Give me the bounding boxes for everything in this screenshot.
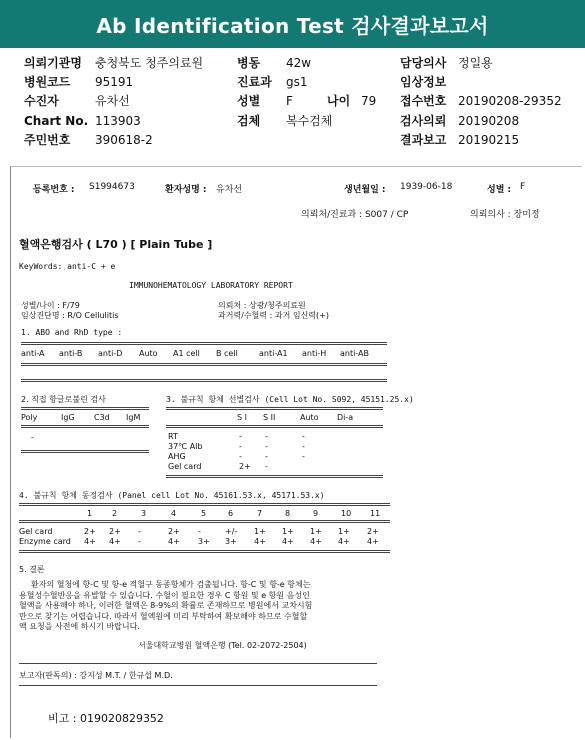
result-date-value: 20190215 <box>458 133 520 147</box>
result-date-label: 결과보고 <box>400 133 447 147</box>
panel-cell-number: 6 <box>228 509 234 518</box>
panel-cell-number: 5 <box>201 509 207 518</box>
screen-row-label: RT <box>168 432 178 441</box>
order-info <box>0 0 585 160</box>
age-value: 79 <box>361 94 377 108</box>
recipient-label: 수진자 <box>24 94 59 108</box>
panel-cell-number: 2 <box>112 509 118 518</box>
screen-col-header: Auto <box>300 413 319 422</box>
panel-value: 4+ <box>282 537 294 546</box>
panel-value: 4+ <box>367 537 379 546</box>
abo-col-header: anti-B <box>59 349 83 358</box>
ward-label: 병동 <box>237 56 261 70</box>
received-value: 20190208-29352 <box>458 94 562 108</box>
panel-value: - <box>138 527 141 536</box>
chart-label: Chart No. <box>24 114 89 128</box>
divider <box>21 450 149 453</box>
screen-col-header: S II <box>263 413 276 422</box>
age-label: 나이 <box>327 94 351 108</box>
panel-value: 4+ <box>310 537 322 546</box>
bloodbank-contact: 서울대학교병원 혈액은행 (Tel. 02-2072-2504) <box>138 641 307 650</box>
remark: 비고 : 019020829352 <box>48 712 164 725</box>
divider <box>21 379 387 382</box>
request-date-value: 20190208 <box>458 114 520 128</box>
section-4-title: 4. 불규칙 항체 동정검사 (Panel cell Lot No. 45161.53.x, 45171.53.x) <box>19 491 325 500</box>
screen-row-label: AHG <box>168 452 186 461</box>
panel-row-label: Gel card <box>19 527 53 536</box>
dept-line: 의뢰처/진료과 : S007 / CP <box>301 210 409 220</box>
specimen-value: 복수검체 <box>286 114 333 128</box>
dat-col-header: IgG <box>61 413 75 422</box>
panel-cell-number: 4 <box>171 509 177 518</box>
recipient-value: 유차선 <box>95 94 130 108</box>
divider <box>19 663 377 664</box>
rrn-label: 주민번호 <box>24 133 71 147</box>
hospital-value: 충청북도 청주의료원 <box>95 56 204 70</box>
panel-row-label: Enzyme card <box>19 537 71 546</box>
patient-label: 환자성명 : <box>165 185 207 195</box>
divider <box>21 407 149 410</box>
clinical-label: 임상정보 <box>400 75 447 89</box>
dept-label: 진료과 <box>237 75 272 89</box>
test-title: 혈액은행검사 ( L70 ) [ Plain Tube ] <box>19 238 213 251</box>
sex-age: 성별/나이 : F/79 <box>21 301 80 310</box>
reporter: 보고자(판독의) : 강지성 M.T. / 한규섭 M.D. <box>19 671 173 680</box>
ward-value: 42w <box>286 56 312 70</box>
abo-col-header: anti-D <box>98 349 123 358</box>
screen-value: - <box>302 452 305 461</box>
reg-value: S1994673 <box>89 182 135 192</box>
panel-cell-number: 7 <box>257 509 263 518</box>
abo-col-header: anti-A1 <box>259 349 288 358</box>
section-1-title: 1. ABO and RhD type : <box>21 328 123 337</box>
patient-value: 유차선 <box>216 185 243 195</box>
conclusion-line: 환자의 혈청에 항-C 및 항-e 적혈구 동종항체가 검출됩니다. 항-C 및 항-e 항체는 <box>31 580 311 589</box>
screen-value: - <box>265 442 268 451</box>
divider <box>19 503 390 506</box>
screen-value: 2+ <box>239 462 251 471</box>
reg-label: 등록번호 : <box>33 185 75 195</box>
divider <box>166 425 383 428</box>
panel-value: +/- <box>225 527 238 536</box>
abo-col-header: B cell <box>216 349 238 358</box>
panel-value: 4+ <box>109 537 121 546</box>
panel-value: 4+ <box>84 537 96 546</box>
conclusion-line: 액 요청을 사전에 하시기 바랍니다. <box>19 622 140 631</box>
screen-value: - <box>302 442 305 451</box>
report-sex-label: 성별 : <box>487 185 512 195</box>
panel-value: 4+ <box>168 537 180 546</box>
section-5-title: 5. 결론 <box>19 565 45 574</box>
request-date-label: 검사의뢰 <box>400 114 447 128</box>
divider <box>19 520 390 523</box>
dat-col-header: C3d <box>94 413 110 422</box>
dat-col-header: IgM <box>126 413 141 422</box>
screen-value: - <box>265 462 268 471</box>
panel-value: 2+ <box>168 527 180 536</box>
panel-value: 1+ <box>282 527 294 536</box>
screen-row-label: Gel card <box>168 462 202 471</box>
screen-row-label: 37℃ Alb <box>168 442 203 451</box>
keywords: KeyWords: anti-C + e <box>19 262 116 271</box>
abo-col-header: Auto <box>139 349 158 358</box>
screen-value: - <box>239 432 242 441</box>
divider <box>19 685 377 686</box>
panel-cell-number: 9 <box>313 509 319 518</box>
panel-value: 4+ <box>254 537 266 546</box>
conclusion-line: 혈액을 사용해야 하나, 이러한 혈액은 8-9%의 확률로 존재하므로 병원에서 교차시험 <box>19 601 313 610</box>
panel-cell-number: 11 <box>370 509 381 518</box>
code-label: 병원코드 <box>24 75 71 89</box>
panel-value: 3+ <box>198 537 210 546</box>
dat-col-header: Poly <box>21 413 38 422</box>
screen-value: - <box>265 432 268 441</box>
screen-value: - <box>239 452 242 461</box>
section-3-title: 3. 불규칙 항체 선별검사 (Cell Lot No. S092, 45151.25.x) <box>166 395 414 404</box>
section-2-title: 2. 직접 항글로불린 검사 <box>21 395 106 404</box>
report-sex-value: F <box>520 182 526 192</box>
screen-value: - <box>265 452 268 461</box>
sex-label: 성별 <box>237 94 261 108</box>
specimen-label: 검체 <box>237 114 261 128</box>
panel-value: - <box>138 537 141 546</box>
conclusion-line: 만으로 찾기는 어렵습니다. 따라서 혈액원에 미리 부탁하여 확보해야 하므로 수혈할 <box>19 611 308 621</box>
panel-value: - <box>198 527 201 536</box>
panel-value: 1+ <box>310 527 322 536</box>
hospital-label: 의뢰기관명 <box>24 56 82 70</box>
doctor-line: 의뢰의사 : 장미정 <box>470 210 540 220</box>
report-title: Ab Identification Test 검사결과보고서 <box>96 13 489 38</box>
dob-label: 생년월일 : <box>344 185 386 195</box>
divider <box>19 550 390 553</box>
rrn-value: 390618-2 <box>95 133 153 147</box>
scanned-report <box>10 166 582 738</box>
sex-value: F <box>286 94 293 108</box>
divider <box>166 407 383 410</box>
screen-value: - <box>302 432 305 441</box>
divider <box>166 475 383 478</box>
panel-cell-number: 1 <box>87 509 93 518</box>
doctor-value: 정일용 <box>458 56 493 70</box>
divider <box>21 363 387 366</box>
abo-col-header: A1 cell <box>173 349 200 358</box>
abo-col-header: anti-A <box>21 349 45 358</box>
requester: 의뢰처 : 상광/청주의료원 <box>218 301 306 310</box>
panel-cell-number: 3 <box>141 509 147 518</box>
panel-value: 2+ <box>84 527 96 536</box>
abo-col-header: anti-H <box>302 349 327 358</box>
panel-cell-number: 10 <box>341 509 352 518</box>
divider <box>21 425 149 428</box>
screen-col-header: Di-a <box>337 413 354 422</box>
doctor-label: 담당의사 <box>400 56 447 70</box>
panel-value: 4+ <box>338 537 350 546</box>
panel-value: 3+ <box>225 537 237 546</box>
dob-value: 1939-06-18 <box>400 182 453 192</box>
screen-col-header: S I <box>237 413 247 422</box>
panel-value: 1+ <box>254 527 266 536</box>
panel-value: 2+ <box>109 527 121 536</box>
lab-report-title: IMMUNOHEMATOLOGY LABORATORY REPORT <box>129 281 293 290</box>
panel-value: 2+ <box>367 527 379 536</box>
dat-value: - <box>31 433 34 442</box>
diagnosis: 임상진단명 : R/O Cellulitis <box>21 311 119 320</box>
panel-cell-number: 8 <box>285 509 291 518</box>
code-value: 95191 <box>95 75 134 89</box>
received-label: 접수번호 <box>400 94 447 108</box>
screen-value: - <box>239 442 242 451</box>
history: 과거력/수혈력 : 과거 임신력(+) <box>218 311 329 320</box>
divider <box>21 342 387 345</box>
panel-value: 1+ <box>338 527 350 536</box>
conclusion-line: 용혈성수혈반응을 유발할 수 있습니다. 수혈이 필요한 경우 C 항원 및 e 항원 음성인 <box>19 590 310 600</box>
abo-col-header: anti-AB <box>340 349 370 358</box>
dept-value: gs1 <box>286 75 308 89</box>
chart-value: 113903 <box>95 114 141 128</box>
